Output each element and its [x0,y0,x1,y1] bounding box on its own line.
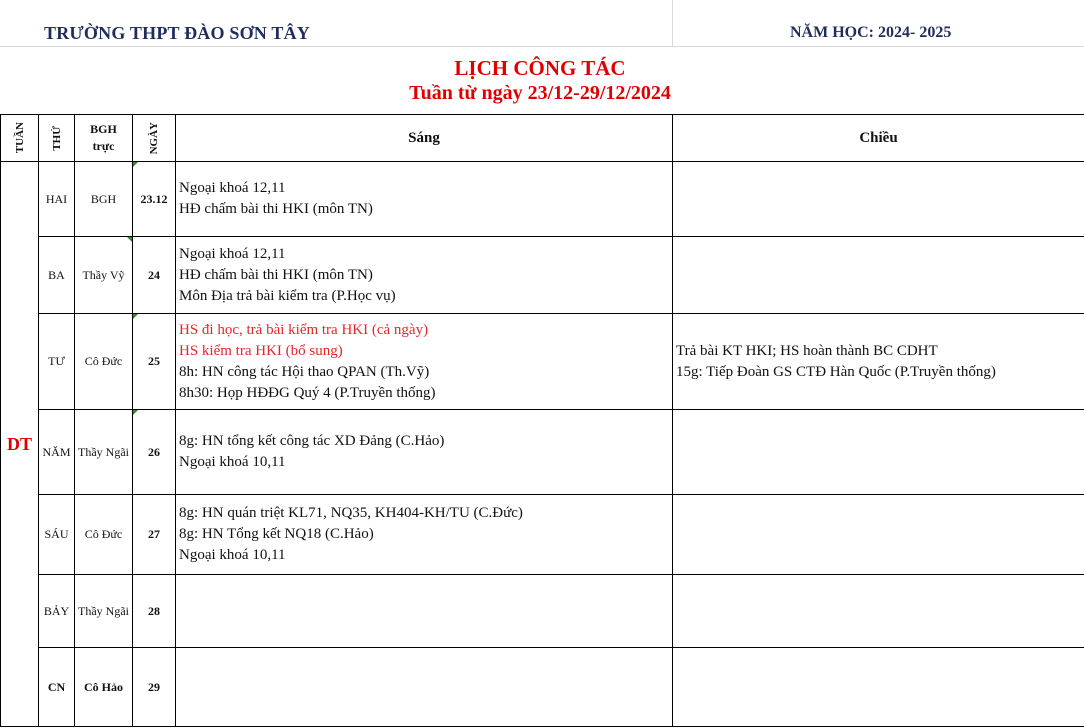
duty-cell: Thầy Ngãi [75,410,133,495]
afternoon-cell [673,495,1084,575]
col-tuan-label: TUẦN [13,122,26,154]
morning-cell [176,162,673,237]
activity-line: 8g: HN quán triệt KL71, NQ35, KH404-KH/TU (C.Đức) [179,505,523,521]
col-tuan-header [1,115,39,162]
activity-line: HS kiểm tra HKI (bổ sung) [179,342,343,359]
date-label: 25 [148,354,160,368]
schedule-row [1,575,1084,648]
gridline [672,0,673,46]
date-cell: 27 [133,495,176,575]
date-cell [133,314,176,410]
col-ngay-header [133,115,176,162]
activity-line: 15g: Tiếp Đoàn GS CTĐ Hàn Quốc (P.Truyền thống) [676,363,996,380]
morning-cell [176,314,673,410]
morning-cell [176,575,673,648]
date-cell: 24 [133,237,176,314]
afternoon-cell [673,162,1084,237]
afternoon-cell [673,575,1084,648]
day-cell: NĂM [39,410,75,495]
date-cell: 28 [133,575,176,648]
col-bgh-label: BGH [90,122,117,136]
col-chieu-header: Chiều [673,115,1084,162]
comment-indicator [127,237,132,242]
schedule-row [1,237,1084,314]
date-label: 23.12 [140,191,168,206]
tuan-cell: DT [1,162,39,727]
duty-cell: BGH [75,162,133,237]
activity-line: Ngoại khoá 10,11 [179,547,286,563]
schedule-row [1,314,1084,410]
schedule-row [1,495,1084,575]
col-thu-label: THỨ [50,125,63,151]
activity-line: HS đi học, trả bài kiểm tra HKI (cả ngày) [179,321,429,338]
activity-line: HĐ chấm bài thi HKI (môn TN) [179,266,373,283]
date-label: 26 [148,444,160,459]
comment-indicator [133,410,138,415]
activity-line: Ngoại khoá 12,11 [179,245,286,262]
activity-line: 8h30: Họp HĐĐG Quý 4 (P.Truyền thống) [179,384,436,401]
duty-cell: Cô Đức [75,495,133,575]
gridline [0,46,1084,47]
activity-line: 8g: HN Tổng kết NQ18 (C.Hảo) [179,526,374,542]
schedule-week-range: Tuần từ ngày 23/12-29/12/2024 [409,82,671,104]
activity-line: 8g: HN tổng kết công tác XD Đảng (C.Hảo) [179,433,445,449]
activity-line: 8h: HN công tác Hội thao QPAN (Th.Vỹ) [179,363,430,380]
comment-indicator [133,314,138,319]
day-cell: CN [39,648,75,727]
schedule-title: LỊCH CÔNG TÁC [454,56,626,80]
duty-cell: Thầy Ngãi [75,575,133,648]
comment-indicator [133,162,138,167]
morning-cell [176,237,673,314]
afternoon-cell [673,237,1084,314]
duty-cell: Cô Đức [75,314,133,410]
activity-line: Môn Địa trả bài kiểm tra (P.Học vụ) [179,287,396,304]
date-cell [133,410,176,495]
school-year: NĂM HỌC: 2024- 2025 [790,24,952,41]
afternoon-cell [673,648,1084,727]
schedule-table [0,114,1084,727]
school-name: TRƯỜNG THPT ĐÀO SƠN TÂY [44,23,310,43]
date-cell: 29 [133,648,176,727]
activity-line: Trả bài KT HKI; HS hoàn thành BC CDHT [676,342,938,359]
afternoon-cell [673,314,1084,410]
col-bgh-sublabel: trực [92,139,115,153]
duty-cell [75,237,133,314]
morning-cell [176,410,673,495]
activity-line: HĐ chấm bài thi HKI (môn TN) [179,201,373,217]
header-row [1,115,1084,162]
col-sang-header: Sáng [176,115,673,162]
afternoon-cell [673,410,1084,495]
activity-line: Ngoại khoá 12,11 [179,180,286,196]
morning-cell [176,495,673,575]
duty-cell: Cô Hảo [75,648,133,727]
day-cell: HAI [39,162,75,237]
date-cell [133,162,176,237]
duty-label: Thầy Vỹ [82,267,125,282]
day-cell: SÁU [39,495,75,575]
schedule-row [1,410,1084,495]
day-cell: TƯ [39,314,75,410]
col-thu-header [39,115,75,162]
morning-cell [176,648,673,727]
col-bgh-header [75,115,133,162]
day-cell: BẢY [39,575,75,648]
activity-line: Ngoại khoá 10,11 [179,454,286,470]
col-ngay-label: NGÀY [148,121,160,155]
schedule-row [1,162,1084,237]
day-cell: BA [39,237,75,314]
schedule-row [1,648,1084,727]
